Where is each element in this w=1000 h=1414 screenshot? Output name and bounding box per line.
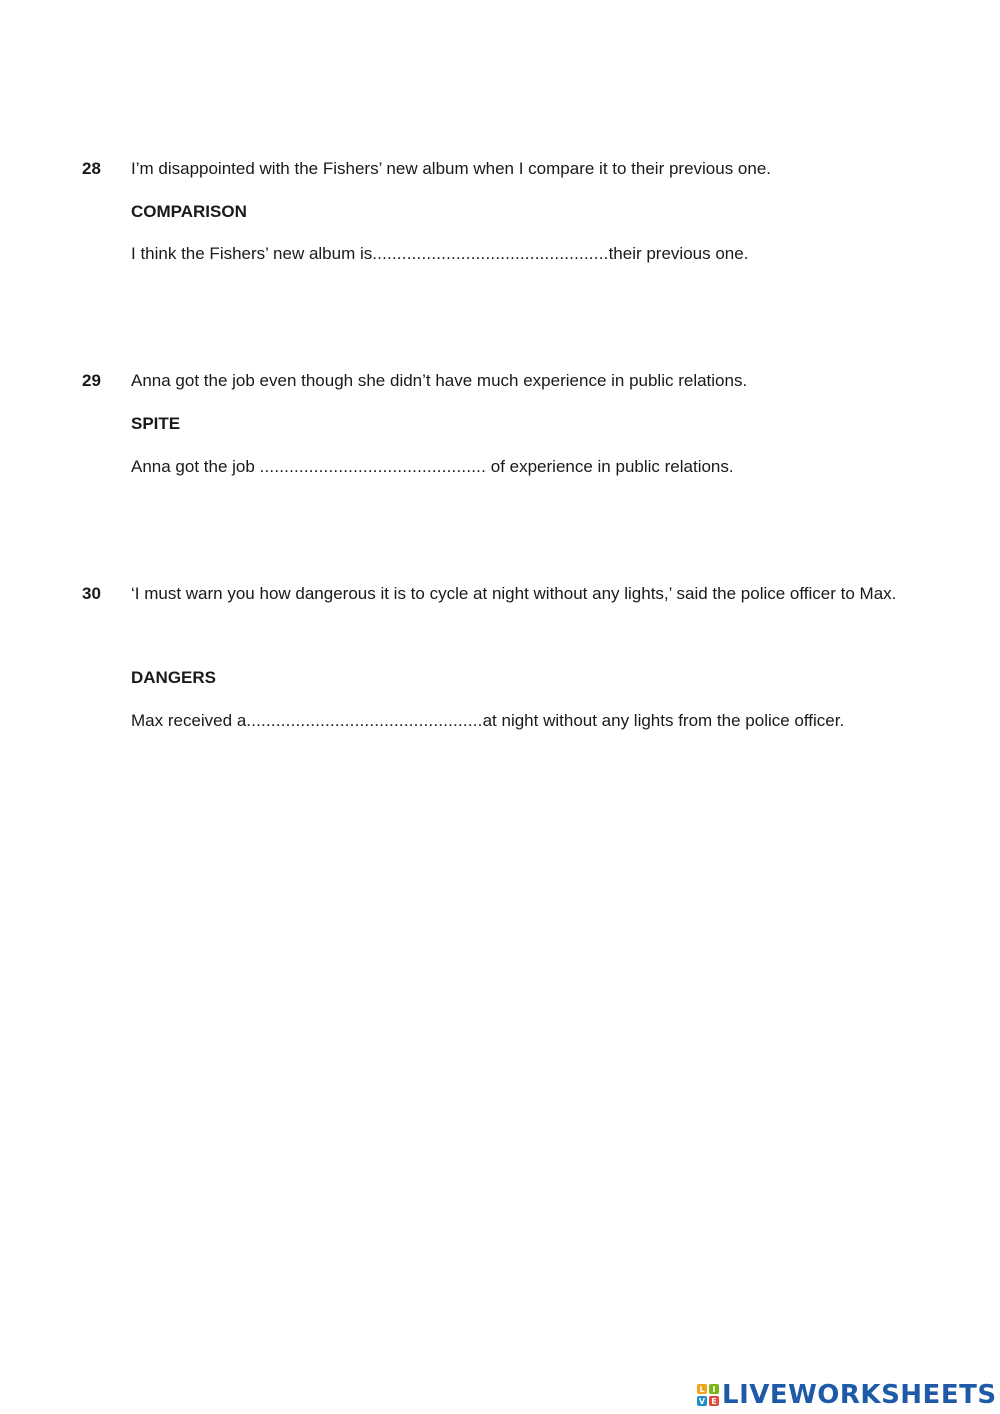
question-number: 29 <box>82 371 101 390</box>
answer-before: Anna got the job <box>131 457 260 476</box>
keyword: COMPARISON <box>131 202 247 221</box>
answer-after: of experience in public relations. <box>486 457 734 476</box>
answer-blank[interactable]: ................................................ <box>372 244 609 263</box>
logo-tile: E <box>709 1396 719 1406</box>
question-number: 28 <box>82 159 101 178</box>
question-sentence: I’m disappointed with the Fishers’ new album when I compare it to their previous one. <box>131 159 772 178</box>
answer-line <box>131 710 931 732</box>
logo-tile: I <box>709 1384 719 1394</box>
answer-before: I think the Fishers’ new album is <box>131 244 373 263</box>
liveworksheets-logo <box>697 1380 997 1410</box>
logo-tile: V <box>698 1396 706 1406</box>
answer-after: at night without any lights from the police officer. <box>482 711 845 730</box>
keyword: DANGERS <box>131 668 217 687</box>
question-sentence: ‘I must warn you how dangerous it is to cycle at night without any lights,’ said the police officer to Max. <box>131 584 897 603</box>
answer-blank[interactable]: ................................................ <box>246 711 483 730</box>
question-sentence: Anna got the job even though she didn’t have much experience in public relations. <box>131 371 748 390</box>
logo-text: LIVEWORKSHEETS <box>722 1380 997 1410</box>
answer-line <box>131 456 931 478</box>
answer-after: their previous one. <box>608 244 749 263</box>
logo-mark-icon <box>697 1384 719 1406</box>
answer-blank[interactable]: .............................................. <box>259 457 487 476</box>
keyword: SPITE <box>131 414 181 433</box>
answer-before: Max received a <box>131 711 247 730</box>
answer-line <box>131 243 931 265</box>
logo-tile: L <box>697 1384 707 1394</box>
question-number: 30 <box>82 584 101 603</box>
